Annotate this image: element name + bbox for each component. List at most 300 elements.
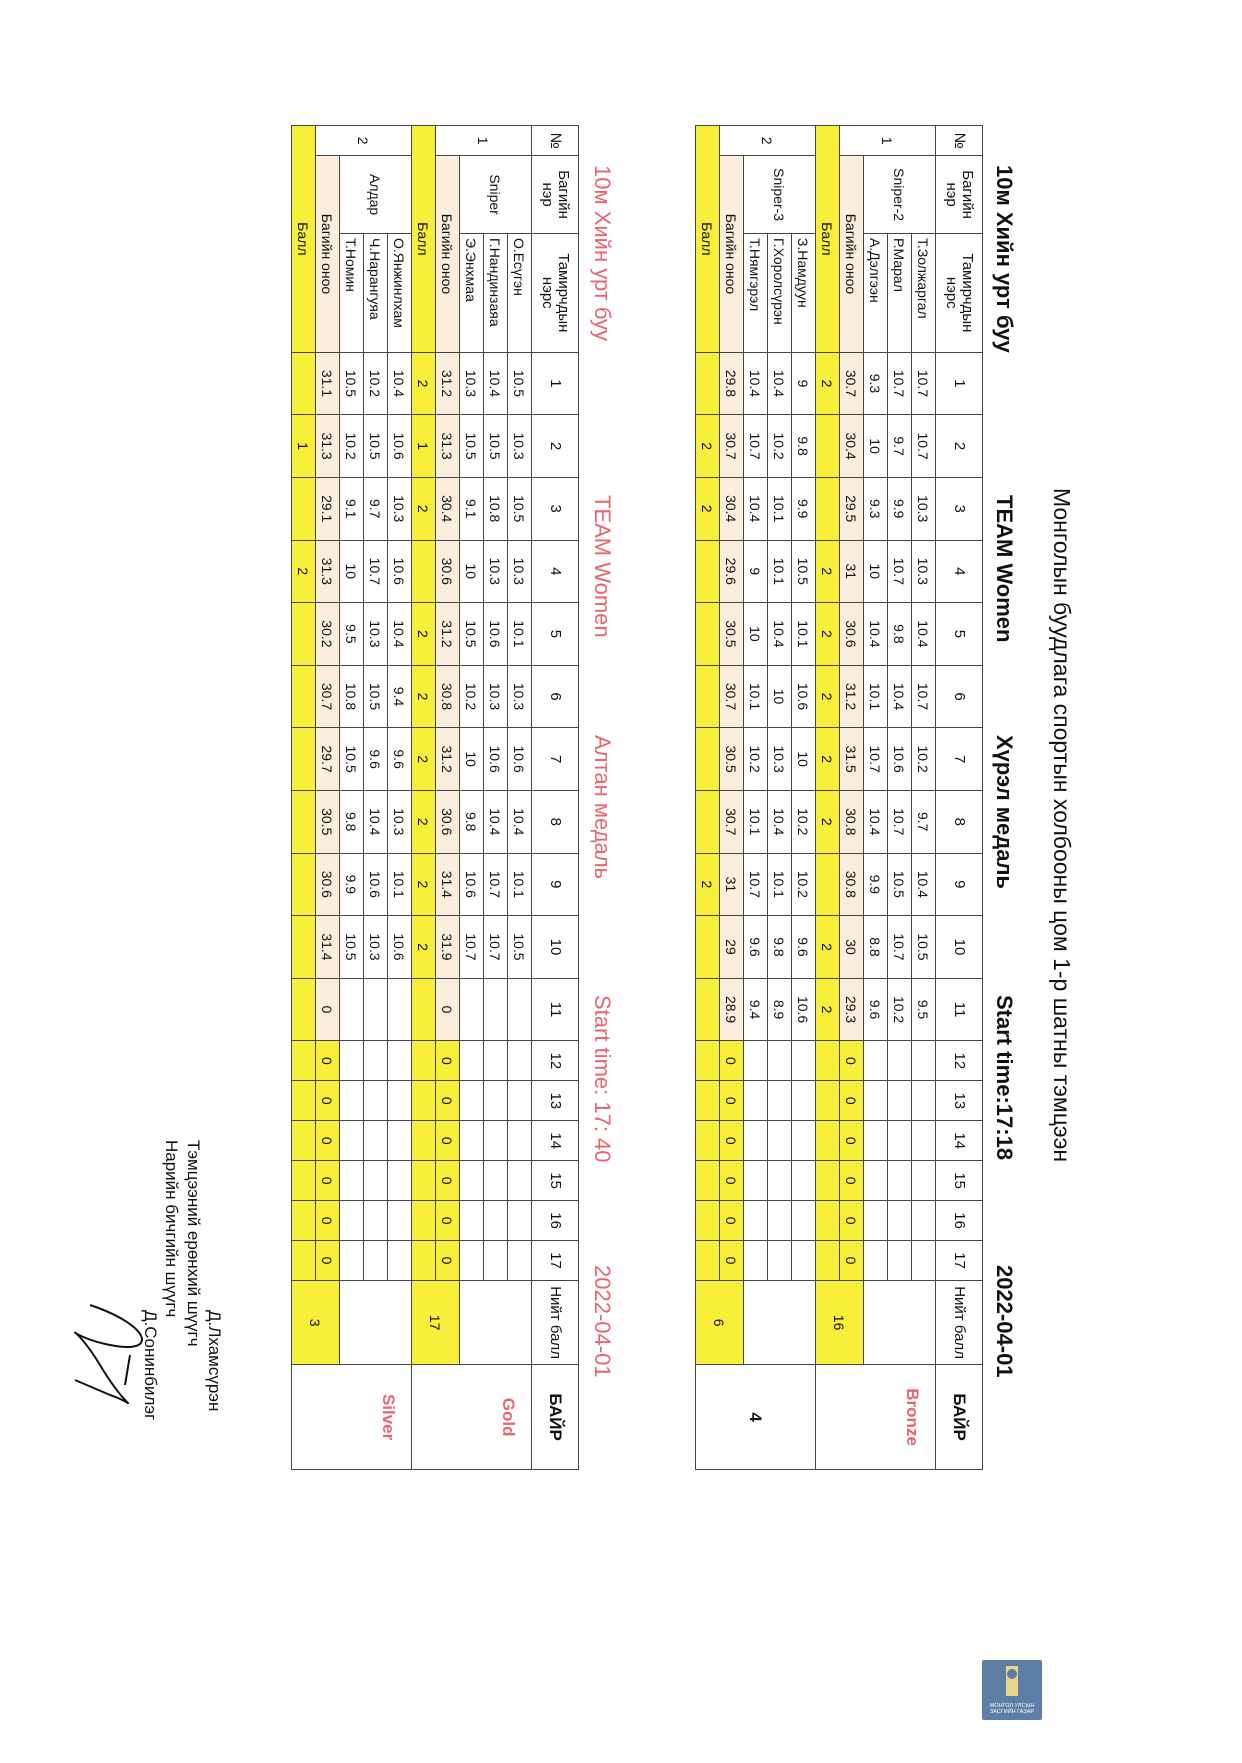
series-header-17: 17	[936, 1241, 983, 1281]
points-value	[292, 1041, 316, 1081]
athlete-row	[864, 126, 888, 1470]
team-score-value: 31.2	[436, 728, 460, 791]
shot-score: 10.3	[460, 352, 484, 415]
athlete-name: Э.Энхмаа	[460, 233, 484, 352]
points-value: 2	[696, 853, 720, 916]
shot-score: 10	[792, 728, 816, 791]
team-score-value: 28.9	[720, 978, 744, 1041]
team-score-value: 0	[436, 1161, 460, 1201]
shot-score	[364, 1241, 388, 1281]
shot-score	[508, 1121, 532, 1161]
athlete-row	[768, 126, 792, 1470]
team-score-value: 31.9	[436, 916, 460, 979]
team-score-value: 0	[840, 1041, 864, 1081]
shot-score: 10.7	[912, 415, 936, 478]
shot-score: 10.3	[912, 540, 936, 603]
shot-score: 10.6	[792, 665, 816, 728]
points-value	[292, 665, 316, 728]
series-header-7: 7	[532, 728, 579, 791]
shot-score: 10.2	[792, 790, 816, 853]
points-value: 1	[412, 415, 436, 478]
col-team-header: Багийн нэр	[936, 156, 983, 234]
chief-judge-title: Тэмцээний ерөнхий шүүгч	[183, 1140, 203, 1347]
event1-start-time: Start time:17:18	[992, 995, 1017, 1161]
series-header-16: 16	[532, 1201, 579, 1241]
athlete-name: Т.Золжаргал	[912, 233, 936, 352]
shot-score: 10.7	[744, 415, 768, 478]
shot-score	[388, 978, 412, 1041]
athlete-row	[364, 126, 388, 1470]
team-score-value: 0	[840, 1081, 864, 1121]
athlete-name: А.Дэлгээн	[864, 233, 888, 352]
points-value: 2	[412, 352, 436, 415]
team-score-row	[720, 126, 744, 1470]
shot-score: 9.7	[912, 790, 936, 853]
team-score-value: 0	[720, 1201, 744, 1241]
points-value	[696, 790, 720, 853]
team-score-value: 31.3	[436, 415, 460, 478]
team-score-row	[840, 126, 864, 1470]
athlete-name: О.Есүгэн	[508, 233, 532, 352]
shot-score: 10.4	[744, 352, 768, 415]
shot-score: 10.6	[792, 978, 816, 1041]
shot-score: 9.1	[340, 477, 364, 540]
col-total-header: Нийт балл	[936, 1281, 983, 1365]
athlete-row	[508, 126, 532, 1470]
series-header-7: 7	[936, 728, 983, 791]
shot-score	[340, 1081, 364, 1121]
shot-score	[888, 1121, 912, 1161]
series-header-8: 8	[532, 790, 579, 853]
points-value	[696, 1041, 720, 1081]
points-value	[696, 1201, 720, 1241]
points-label: Балл	[816, 126, 840, 353]
points-label: Балл	[292, 126, 316, 353]
shot-score	[888, 1201, 912, 1241]
series-header-17: 17	[532, 1241, 579, 1281]
team-score-value: 0	[436, 1201, 460, 1241]
team-score-value: 0	[316, 1041, 340, 1081]
team-score-value: 31.3	[316, 415, 340, 478]
team-score-value: 29.7	[316, 728, 340, 791]
shot-score: 10.5	[340, 728, 364, 791]
shot-score	[388, 1121, 412, 1161]
shot-score: 10.6	[888, 728, 912, 791]
shot-score	[460, 1241, 484, 1281]
shot-score: 10.7	[912, 665, 936, 728]
shot-score: 10.6	[484, 603, 508, 666]
shot-score: 10.6	[388, 916, 412, 979]
series-header-2: 2	[936, 415, 983, 478]
col-athlete-header: Тамирчдын нэрс	[532, 233, 579, 352]
series-header-13: 13	[532, 1081, 579, 1121]
team-score-value: 31.2	[436, 603, 460, 666]
shot-score: 9.9	[888, 477, 912, 540]
shot-score	[388, 1081, 412, 1121]
shot-score: 10.7	[888, 352, 912, 415]
shot-score: 9.6	[864, 978, 888, 1041]
shot-score: 9.6	[364, 728, 388, 791]
athlete-name: Т.Нямгэрэл	[744, 233, 768, 352]
shot-score: 10.7	[888, 790, 912, 853]
points-label: Балл	[412, 126, 436, 353]
series-header-9: 9	[936, 853, 983, 916]
team-score-value: 0	[316, 1161, 340, 1201]
shot-score: 10.6	[388, 540, 412, 603]
team-score-value: 30.6	[316, 853, 340, 916]
team-score-value: 0	[436, 1241, 460, 1281]
points-value	[412, 1161, 436, 1201]
event1-team: TEAM Women	[992, 495, 1017, 643]
shot-score: 10.1	[768, 540, 792, 603]
team-score-value: 30.4	[840, 415, 864, 478]
shot-score: 10.3	[364, 603, 388, 666]
shot-score: 10.6	[508, 728, 532, 791]
points-value	[696, 1121, 720, 1161]
shot-score	[508, 1241, 532, 1281]
shot-score: 10.4	[912, 603, 936, 666]
team-score-label: Багийн оноо	[840, 156, 864, 352]
shot-score	[508, 1041, 532, 1081]
shot-score	[888, 1241, 912, 1281]
shot-score	[460, 1041, 484, 1081]
team-score-value: 29.6	[720, 540, 744, 603]
team-score-value: 29.3	[840, 978, 864, 1041]
shot-score: 10	[460, 728, 484, 791]
shot-score: 10.4	[768, 352, 792, 415]
shot-score	[484, 1161, 508, 1201]
series-header-5: 5	[936, 603, 983, 666]
series-header-11: 11	[936, 978, 983, 1041]
shot-score	[744, 1241, 768, 1281]
shot-score	[744, 1121, 768, 1161]
points-row	[816, 126, 840, 1470]
points-value	[816, 1241, 840, 1281]
shot-score: 10.4	[912, 853, 936, 916]
shot-score	[460, 1121, 484, 1161]
team-score-value: 0	[840, 1121, 864, 1161]
shot-score	[912, 1121, 936, 1161]
athlete-name: Р.Марал	[888, 233, 912, 352]
col-place-header: БАЙР	[532, 1365, 579, 1470]
team-number: 2	[316, 126, 412, 156]
shot-score	[912, 1081, 936, 1121]
team-name: Sniper	[460, 156, 532, 234]
shot-score	[460, 1161, 484, 1201]
points-value: 2	[816, 790, 840, 853]
shot-score	[864, 1081, 888, 1121]
event1-medal: Хүрэл медаль	[992, 735, 1017, 889]
shot-score	[792, 1201, 816, 1241]
shot-score	[508, 978, 532, 1041]
athlete-row	[484, 126, 508, 1470]
team-name: Sniper-2	[864, 156, 936, 234]
shot-score: 10.3	[388, 790, 412, 853]
shot-score: 10.4	[364, 790, 388, 853]
event2-start-time: Start time: 17: 40	[590, 995, 615, 1163]
series-header-3: 3	[532, 477, 579, 540]
team-number: 1	[436, 126, 532, 156]
shot-score	[388, 1041, 412, 1081]
points-value: 2	[816, 603, 840, 666]
total-spacer	[460, 1281, 532, 1365]
shot-score: 9	[744, 540, 768, 603]
team-score-value: 0	[436, 1041, 460, 1081]
team-score-value: 31	[840, 540, 864, 603]
shot-score	[460, 1081, 484, 1121]
shot-score	[768, 1161, 792, 1201]
points-value	[816, 477, 840, 540]
total-spacer	[864, 1281, 936, 1365]
secretary-name: Д.Сонинбилэг	[141, 1310, 161, 1421]
series-header-16: 16	[936, 1201, 983, 1241]
shot-score	[340, 1201, 364, 1241]
athlete-name: Г.Нандинзаяа	[484, 233, 508, 352]
shot-score	[912, 1241, 936, 1281]
points-value	[292, 352, 316, 415]
points-value	[816, 1201, 840, 1241]
shot-score: 10.8	[340, 665, 364, 728]
points-value: 2	[292, 540, 316, 603]
shot-score: 10.4	[508, 790, 532, 853]
points-value: 2	[816, 540, 840, 603]
shot-score: 10.7	[484, 853, 508, 916]
team-score-value: 30	[840, 916, 864, 979]
shot-score: 10.8	[484, 477, 508, 540]
shot-score	[744, 1201, 768, 1241]
team-score-label: Багийн оноо	[436, 156, 460, 352]
series-header-4: 4	[532, 540, 579, 603]
team-number: 2	[720, 126, 816, 156]
points-value	[292, 1201, 316, 1241]
athlete-name: Т.Номин	[340, 233, 364, 352]
athlete-row	[792, 126, 816, 1470]
government-logo	[982, 1660, 1042, 1720]
team-score-value: 30.4	[720, 477, 744, 540]
shot-score: 10.5	[484, 415, 508, 478]
shot-score: 10.5	[460, 603, 484, 666]
points-value	[696, 1241, 720, 1281]
shot-score	[912, 1161, 936, 1201]
shot-score: 10	[864, 540, 888, 603]
shot-score: 10.5	[364, 665, 388, 728]
shot-score: 10.3	[912, 477, 936, 540]
points-value: 2	[412, 853, 436, 916]
athlete-name: Ч.Нарангуяа	[364, 233, 388, 352]
shot-score: 10.6	[364, 853, 388, 916]
series-header-4: 4	[936, 540, 983, 603]
points-value	[292, 790, 316, 853]
soyombo-icon	[982, 1660, 1042, 1704]
team-score-value: 0	[436, 1081, 460, 1121]
shot-score: 10.5	[508, 916, 532, 979]
shot-score: 10.1	[768, 853, 792, 916]
shot-score: 10.7	[888, 540, 912, 603]
points-value	[292, 1081, 316, 1121]
event2-table	[291, 125, 579, 1470]
points-value: 2	[412, 477, 436, 540]
shot-score	[460, 1201, 484, 1241]
team-score-value: 0	[840, 1201, 864, 1241]
shot-score: 10.5	[364, 415, 388, 478]
shot-score	[768, 1081, 792, 1121]
series-header-8: 8	[936, 790, 983, 853]
team-score-value: 31.3	[316, 540, 340, 603]
shot-score: 10.5	[460, 415, 484, 478]
points-value	[292, 1121, 316, 1161]
points-value	[696, 603, 720, 666]
shot-score	[768, 1121, 792, 1161]
shot-score: 9.4	[388, 665, 412, 728]
shot-score: 10.5	[888, 853, 912, 916]
shot-score	[460, 978, 484, 1041]
team-score-value: 30.4	[436, 477, 460, 540]
shot-score: 10.2	[768, 415, 792, 478]
athlete-name: Г.Хоролсүрэн	[768, 233, 792, 352]
shot-score: 9.3	[864, 352, 888, 415]
col-athlete-header: Тамирчдын нэрс	[936, 233, 983, 352]
series-header-15: 15	[936, 1161, 983, 1201]
series-header-11: 11	[532, 978, 579, 1041]
shot-score	[364, 1081, 388, 1121]
points-value	[412, 1081, 436, 1121]
shot-score: 9.8	[340, 790, 364, 853]
team-score-row	[436, 126, 460, 1470]
shot-score	[364, 1121, 388, 1161]
shot-score	[484, 978, 508, 1041]
points-value	[696, 1161, 720, 1201]
points-value: 2	[816, 728, 840, 791]
shot-score: 10.5	[508, 352, 532, 415]
shot-score: 10.1	[508, 853, 532, 916]
col-team-header: Багийн нэр	[532, 156, 579, 234]
points-value	[696, 352, 720, 415]
team-score-value: 0	[840, 1161, 864, 1201]
points-row	[412, 126, 436, 1470]
series-header-6: 6	[936, 665, 983, 728]
shot-score: 10.2	[744, 728, 768, 791]
shot-score: 10	[744, 603, 768, 666]
shot-score: 10.5	[912, 916, 936, 979]
shot-score	[888, 1041, 912, 1081]
team-total: 16	[816, 1281, 864, 1365]
shot-score: 10.4	[768, 790, 792, 853]
shot-score: 10.5	[340, 352, 364, 415]
team-score-value: 30.7	[720, 415, 744, 478]
shot-score	[340, 1041, 364, 1081]
shot-score: 10.2	[364, 352, 388, 415]
shot-score: 10.6	[460, 853, 484, 916]
athlete-row	[888, 126, 912, 1470]
shot-score: 10.3	[484, 540, 508, 603]
shot-score	[364, 978, 388, 1041]
team-score-value: 30.7	[720, 790, 744, 853]
shot-score: 10.2	[888, 978, 912, 1041]
team-score-value: 0	[316, 1201, 340, 1241]
shot-score: 9.5	[912, 978, 936, 1041]
shot-score: 9.8	[460, 790, 484, 853]
col-no-header: №	[936, 126, 983, 156]
points-value: 2	[412, 603, 436, 666]
series-header-3: 3	[936, 477, 983, 540]
shot-score	[744, 1081, 768, 1121]
shot-score: 10.4	[888, 665, 912, 728]
shot-score: 10.5	[792, 540, 816, 603]
team-total: 6	[696, 1281, 744, 1365]
total-spacer	[340, 1281, 412, 1365]
shot-score	[484, 1041, 508, 1081]
shot-score	[744, 1041, 768, 1081]
team-score-value: 30.5	[316, 790, 340, 853]
shot-score: 10.4	[484, 352, 508, 415]
shot-score: 10.3	[508, 665, 532, 728]
points-value	[816, 1081, 840, 1121]
shot-score	[340, 1241, 364, 1281]
shot-score	[912, 1041, 936, 1081]
team-score-value: 0	[436, 978, 460, 1041]
shot-score	[768, 1201, 792, 1241]
place-value: 4	[696, 1365, 816, 1470]
points-value	[696, 728, 720, 791]
athlete-row	[744, 126, 768, 1470]
shot-score	[484, 1081, 508, 1121]
points-value	[292, 1161, 316, 1201]
team-score-value: 30.7	[720, 665, 744, 728]
shot-score: 9.6	[792, 916, 816, 979]
shot-score: 10.2	[460, 665, 484, 728]
secretary-title: Нарийн бичгийн шүүгч	[162, 1140, 182, 1318]
points-label: Балл	[696, 126, 720, 353]
points-value	[292, 916, 316, 979]
team-score-value: 31.5	[840, 728, 864, 791]
shot-score	[768, 1041, 792, 1081]
points-value	[292, 728, 316, 791]
team-score-value: 0	[720, 1121, 744, 1161]
shot-score: 10.6	[388, 415, 412, 478]
document-title: Монголын буудлага спортын холбооны цом 1-р шатны тэмцээн	[1049, 487, 1075, 1163]
logo-text: МОНГОЛ УЛСЫН ЗАСГИЙН ГАЗАР	[989, 1702, 1035, 1716]
team-score-value: 0	[720, 1041, 744, 1081]
shot-score: 9	[792, 352, 816, 415]
team-name: Алдар	[340, 156, 412, 234]
shot-score: 10.4	[484, 790, 508, 853]
series-header-13: 13	[936, 1081, 983, 1121]
shot-score: 10.3	[508, 540, 532, 603]
shot-score	[864, 1121, 888, 1161]
col-no-header: №	[532, 126, 579, 156]
team-score-value: 30.5	[720, 603, 744, 666]
shot-score: 10.7	[912, 352, 936, 415]
shot-score	[388, 1161, 412, 1201]
shot-score	[340, 978, 364, 1041]
event1-header	[983, 165, 1017, 1465]
team-score-value: 30.6	[840, 603, 864, 666]
series-header-9: 9	[532, 853, 579, 916]
team-score-value: 29.8	[720, 352, 744, 415]
event2-name: 10м Хийн урт буу	[590, 165, 615, 342]
shot-score: 9.3	[864, 477, 888, 540]
team-score-value: 0	[720, 1241, 744, 1281]
shot-score: 9.6	[388, 728, 412, 791]
points-value	[412, 1121, 436, 1161]
shot-score: 9.6	[744, 916, 768, 979]
team-score-value: 31.4	[316, 916, 340, 979]
shot-score: 9.8	[792, 415, 816, 478]
points-value	[816, 415, 840, 478]
points-value: 2	[412, 916, 436, 979]
series-header-12: 12	[532, 1041, 579, 1081]
team-score-row	[316, 126, 340, 1470]
